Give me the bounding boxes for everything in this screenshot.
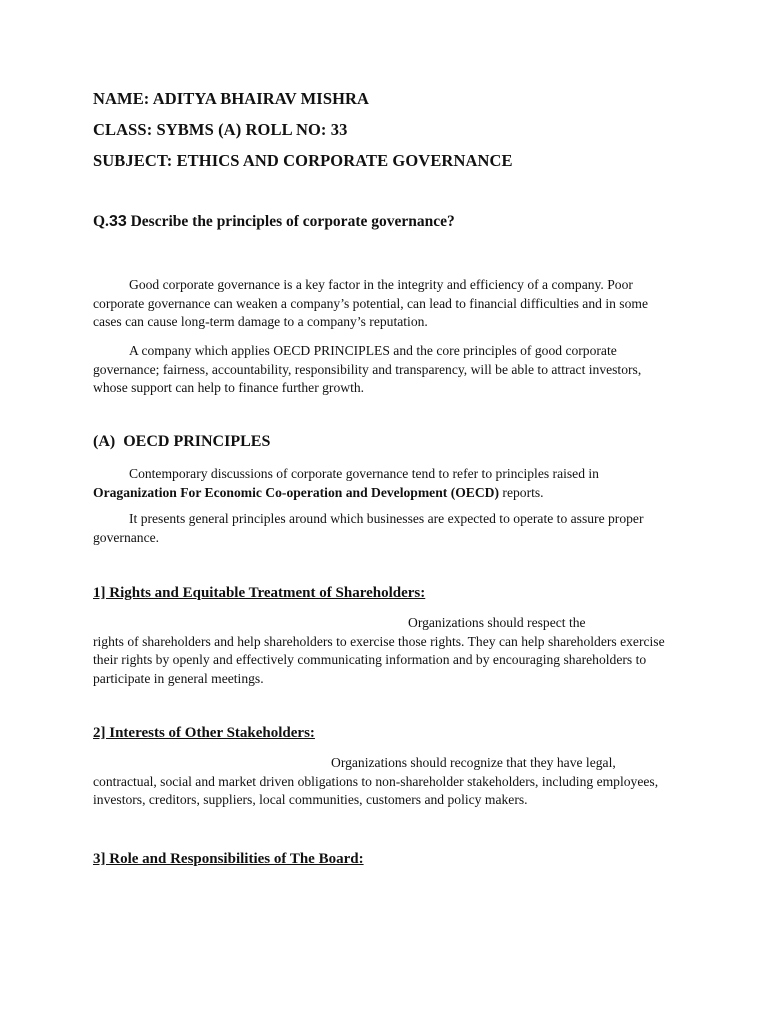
intro-paragraph-2-text: A company which applies OECD PRINCIPLES and the core principles of good corporate governance; fairness, accountability, responsibility and transparency, will be able to attract investors, whose support can help to finance further growth. — [93, 343, 642, 395]
student-name: NAME: ADITYA BHAIRAV MISHRA — [93, 89, 370, 108]
principle-3-heading: 3] Role and Responsibilities of The Board: — [93, 851, 364, 867]
principle-2-heading: 2] Interests of Other Stakeholders: — [93, 725, 315, 741]
principle-2-lead: Organizations should recognize that they have legal, — [331, 755, 616, 770]
principle-2-body: contractual, social and market driven obligations to non-shareholder stakeholders, including employees, investors, creditors, suppliers, local communities, customers and policy makers. — [93, 773, 659, 807]
principle-1-lead: Organizations should respect the — [408, 615, 586, 630]
principle-1-paragraph — [93, 614, 673, 688]
intro-paragraph-1-text: Good corporate governance is a key factor in the integrity and efficiency of a company. Poor corporate governance can weaken a company’s potential, can lead to financial difficulties and in some cases can cause long-term damage to a company’s reputation. — [93, 277, 648, 329]
oecd-paragraph-1 — [93, 465, 673, 502]
oecd-heading: (A) OECD PRINCIPLES — [93, 433, 271, 450]
intro-paragraph-1 — [93, 276, 673, 332]
oecd-paragraph-1-start: Contemporary discussions of corporate governance tend to refer to principles raised in — [129, 466, 599, 481]
question-title — [93, 213, 455, 231]
principle-1-body: rights of shareholders and help shareholders to exercise those rights. They can help shareholders exercise their rights by openly and effectively communicating information and by encouraging shareholders to participate in general meetings. — [93, 633, 665, 686]
oecd-paragraph-2 — [93, 510, 673, 547]
principle-1-heading: 1] Rights and Equitable Treatment of Shareholders: — [93, 585, 426, 601]
oecd-full-name: Oraganization For Economic Co-operation and Development (OECD) — [93, 484, 500, 500]
oecd-paragraph-2-text: It presents general principles around which businesses are expected to operate to assure proper governance. — [93, 511, 644, 545]
question-text: Describe the principles of corporate governance? — [126, 213, 455, 230]
principle-2-paragraph — [93, 754, 673, 810]
intro-paragraph-2 — [93, 342, 673, 398]
class-roll-line: CLASS: SYBMS (A) ROLL NO: 33 — [93, 120, 348, 139]
question-number: 33 — [108, 213, 127, 230]
question-prefix: Q. — [93, 213, 109, 230]
subject-line: SUBJECT: ETHICS AND CORPORATE GOVERNANCE — [93, 151, 513, 170]
oecd-paragraph-1-end: reports. — [499, 484, 544, 500]
